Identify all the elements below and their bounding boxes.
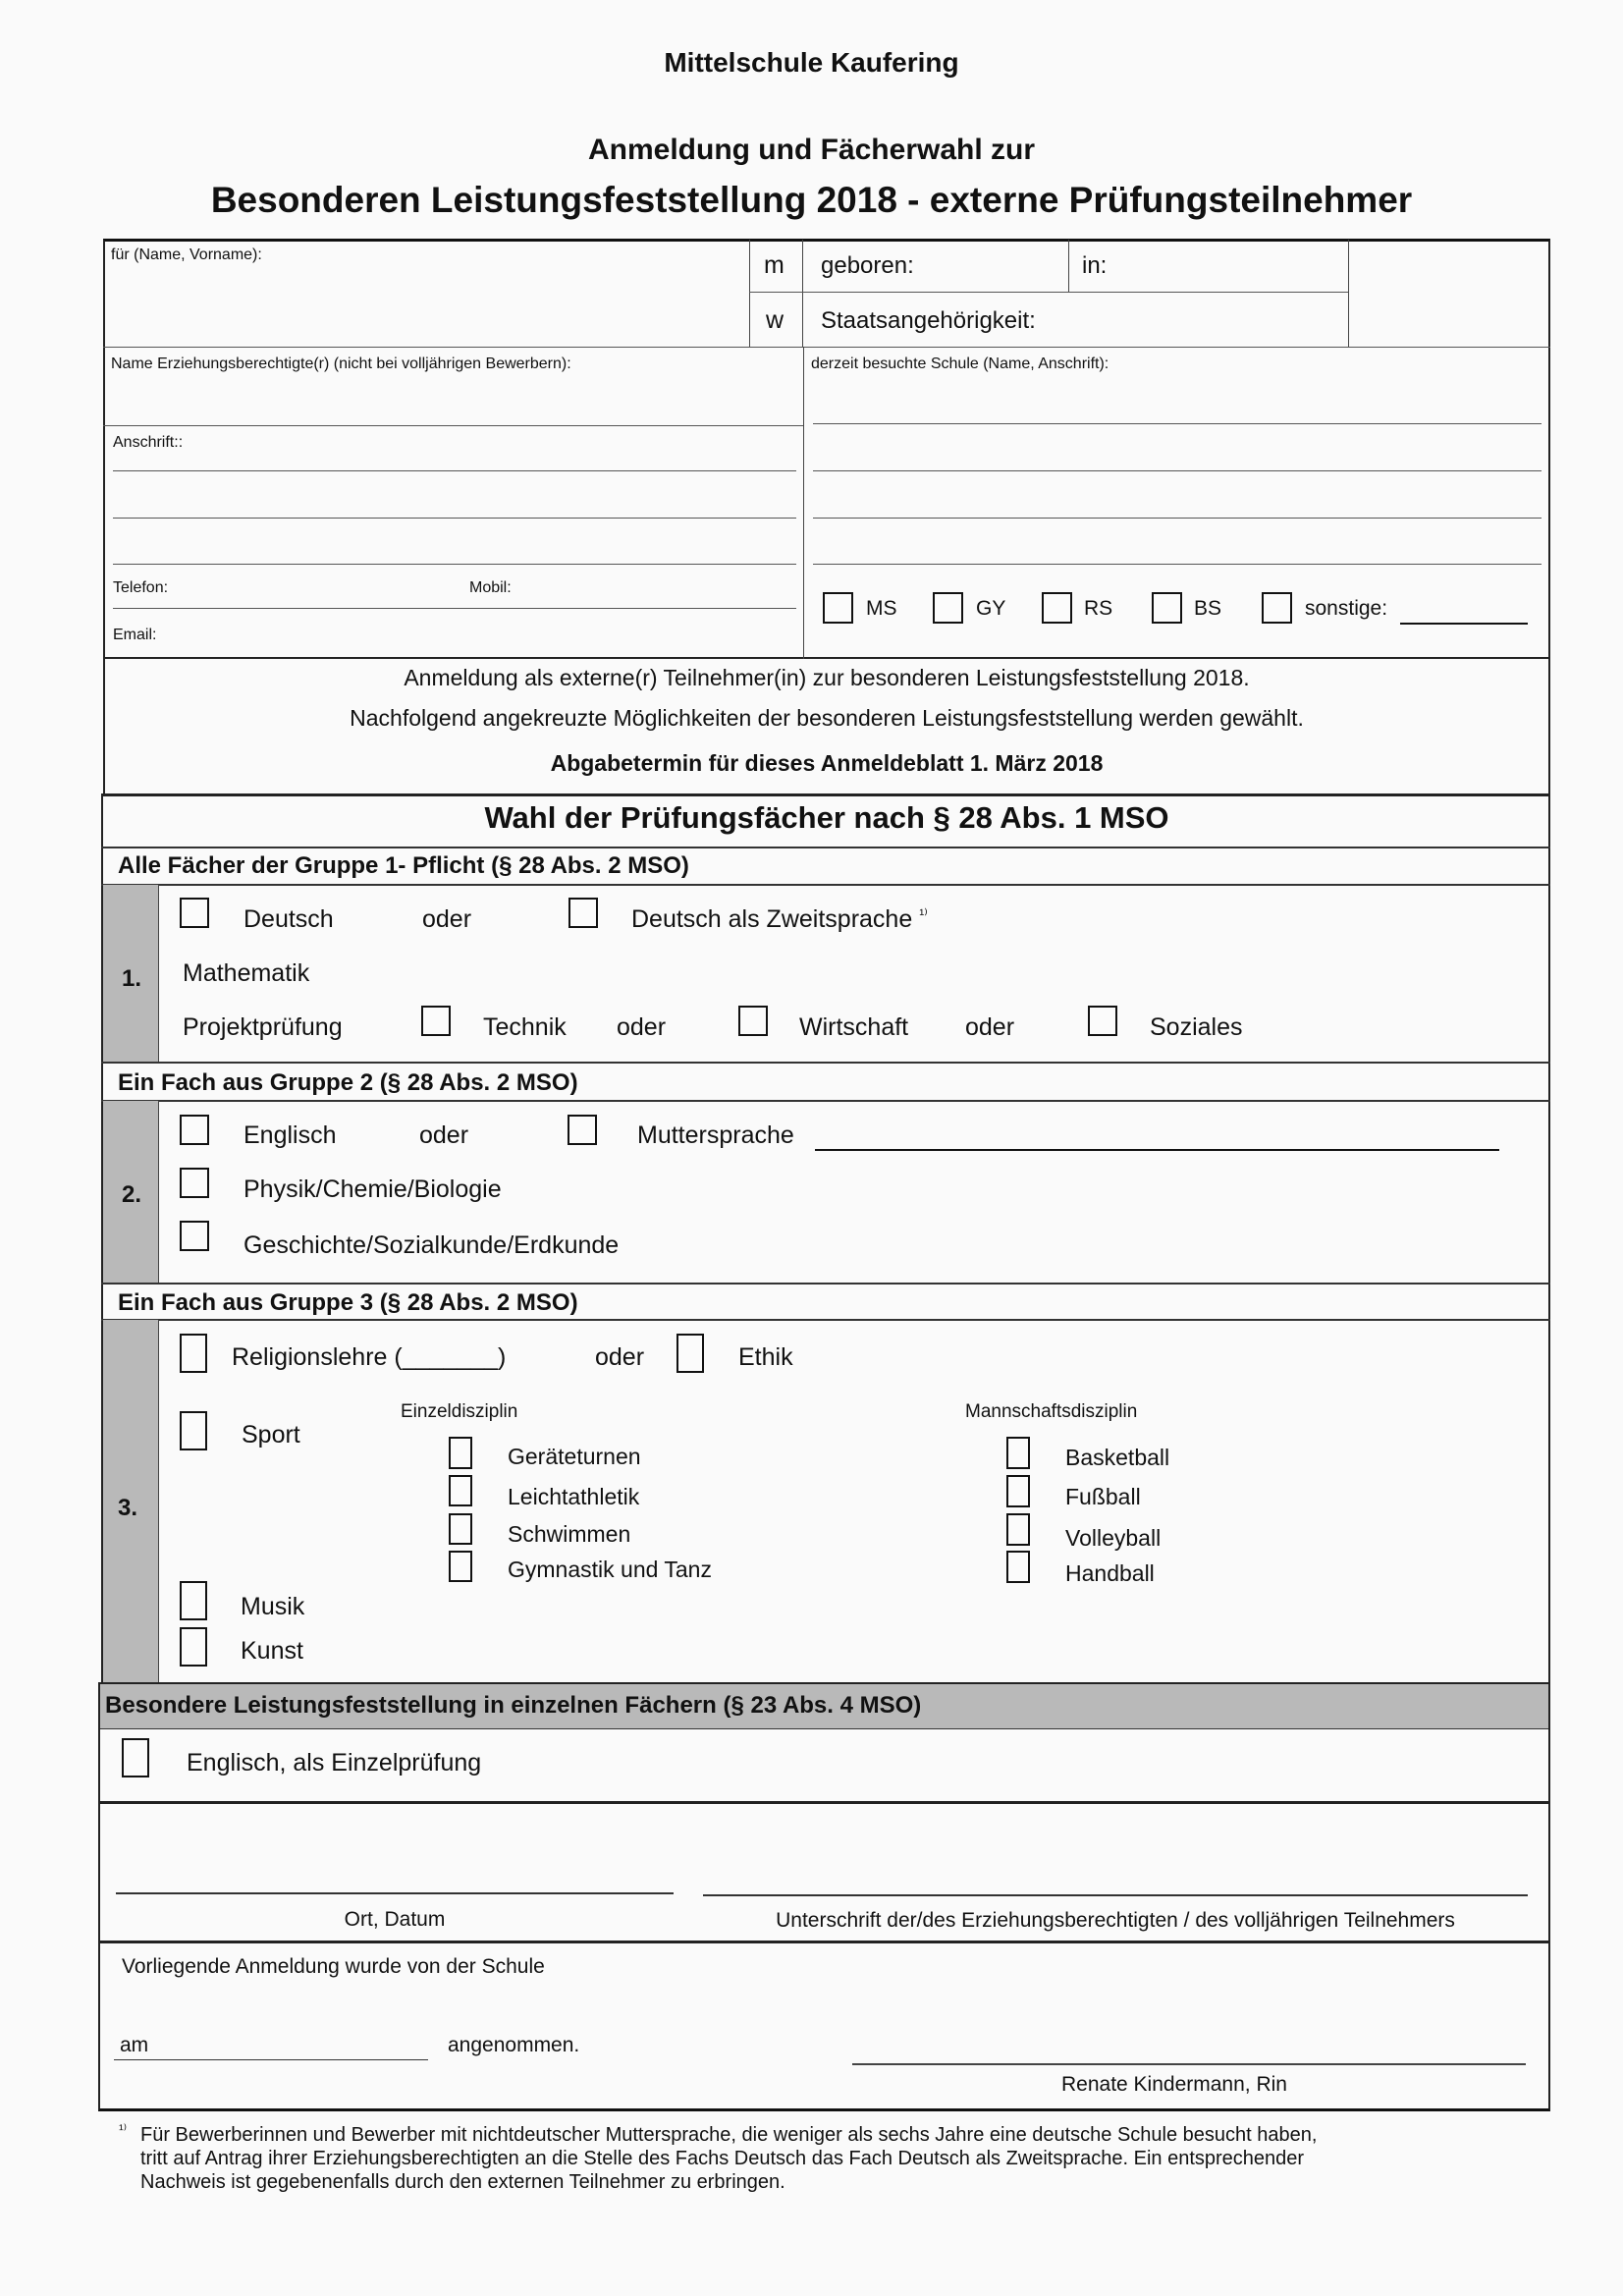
school-line-3 xyxy=(813,518,1542,519)
or-text: oder xyxy=(419,1121,469,1149)
wirtschaft-checkbox[interactable] xyxy=(738,1006,768,1036)
wirtschaft-label: Wirtschaft xyxy=(799,1013,909,1041)
divider xyxy=(802,240,803,348)
kunst-checkbox[interactable] xyxy=(180,1627,207,1667)
school-line-1 xyxy=(813,423,1542,424)
principal-signature-line xyxy=(852,2063,1526,2065)
gse-checkbox[interactable] xyxy=(180,1221,209,1251)
einzeldisziplin-label: Einzeldisziplin xyxy=(401,1401,518,1422)
form-title: Besonderen Leistungsfeststellung 2018 - externe Prüfungsteilnehmer xyxy=(210,180,1413,220)
sport-label: Sport xyxy=(242,1421,300,1449)
form-subtitle: Anmeldung und Fächerwahl zur xyxy=(587,134,1036,166)
englisch-einzelpruefung-label: Englisch, als Einzelprüfung xyxy=(187,1749,482,1777)
signature-line xyxy=(703,1894,1528,1896)
gse-label: Geschichte/Sozialkunde/Erdkunde xyxy=(243,1231,620,1259)
or-text: oder xyxy=(595,1343,645,1371)
geraeteturnen-label: Geräteturnen xyxy=(508,1444,641,1469)
school-line-2 xyxy=(813,470,1542,471)
muttersprache-input[interactable] xyxy=(815,1121,1499,1151)
soziales-label: Soziales xyxy=(1150,1013,1243,1041)
phone-line xyxy=(113,608,796,609)
selection-title: Wahl der Prüfungsfächer nach § 28 Abs. 1 MSO xyxy=(484,800,1169,835)
single-subject-heading: Besondere Leistungsfeststellung in einzelnen Fächern (§ 23 Abs. 4 MSO) xyxy=(105,1692,922,1719)
geraeteturnen-checkbox[interactable] xyxy=(449,1437,472,1469)
school-type-gy-checkbox[interactable] xyxy=(933,592,963,624)
gymnastik-tanz-checkbox[interactable] xyxy=(449,1551,472,1582)
divider xyxy=(98,1941,1550,1943)
deadline-text: Abgabetermin für dieses Anmeldeblatt 1. März 2018 xyxy=(550,750,1104,776)
or-text: oder xyxy=(965,1013,1015,1041)
kunst-label: Kunst xyxy=(241,1637,303,1665)
divider xyxy=(101,1283,1550,1285)
pcb-label: Physik/Chemie/Biologie xyxy=(243,1175,502,1203)
place-date-line xyxy=(116,1892,674,1894)
school-type-bs-label: BS xyxy=(1194,597,1222,620)
school-type-rs-checkbox[interactable] xyxy=(1042,592,1072,624)
leichtathletik-label: Leichtathletik xyxy=(508,1484,640,1509)
email-label: Email: xyxy=(113,627,157,643)
musik-checkbox[interactable] xyxy=(180,1581,207,1620)
nationality-label: Staatsangehörigkeit: xyxy=(821,307,1036,334)
gymnastik-tanz-label: Gymnastik und Tanz xyxy=(508,1557,712,1582)
address-line-3 xyxy=(113,564,796,565)
school-type-ms-checkbox[interactable] xyxy=(823,592,853,624)
technik-label: Technik xyxy=(483,1013,567,1041)
gender-w-option[interactable]: w xyxy=(766,306,784,334)
deutsch-zweitsprache-checkbox[interactable] xyxy=(568,898,598,928)
address-line-2 xyxy=(113,518,796,519)
guardian-input[interactable] xyxy=(111,383,792,422)
deutsch-checkbox[interactable] xyxy=(180,898,209,928)
technik-checkbox[interactable] xyxy=(421,1006,451,1036)
deutsch-zweitsprache-text: Deutsch als Zweitsprache xyxy=(631,905,913,933)
schwimmen-label: Schwimmen xyxy=(508,1521,631,1547)
englisch-einzelpruefung-checkbox[interactable] xyxy=(122,1738,149,1777)
muttersprache-label: Muttersprache xyxy=(637,1121,794,1149)
footnote-marker: ¹⁾ xyxy=(119,2121,128,2137)
name-label: für (Name, Vorname): xyxy=(111,246,262,263)
group1-number: 1. xyxy=(122,965,142,992)
principal-name: Renate Kindermann, Rin xyxy=(1061,2073,1287,2096)
intro-line-1: Anmeldung als externe(r) Teilnehmer(in) zur besonderen Leistungsfeststellung 2018. xyxy=(404,665,1250,690)
guardian-bottom-line xyxy=(103,425,803,426)
fussball-checkbox[interactable] xyxy=(1006,1475,1030,1507)
sport-checkbox[interactable] xyxy=(180,1411,207,1450)
mobile-label: Mobil: xyxy=(469,579,512,596)
guardian-label: Name Erziehungsberechtigte(r) (nicht bei volljährigen Bewerbern): xyxy=(111,355,571,372)
divider xyxy=(158,885,159,1062)
school-type-rs-label: RS xyxy=(1084,597,1113,620)
volleyball-label: Volleyball xyxy=(1065,1525,1162,1551)
divider xyxy=(101,847,1550,848)
group3-heading: Ein Fach aus Gruppe 3 (§ 28 Abs. 2 MSO) xyxy=(118,1289,578,1316)
place-date-label: Ort, Datum xyxy=(344,1908,446,1931)
born-label: geboren: xyxy=(821,252,914,279)
divider xyxy=(101,884,1550,886)
group2-heading: Ein Fach aus Gruppe 2 (§ 28 Abs. 2 MSO) xyxy=(118,1069,578,1096)
signer-label: Unterschrift der/des Erziehungsberechtigten / des volljährigen Teilnehmers xyxy=(776,1909,1455,1932)
divider xyxy=(749,240,750,348)
divider xyxy=(101,1100,1550,1102)
musik-label: Musik xyxy=(241,1593,305,1620)
religionslehre-label: Religionslehre (_______) xyxy=(232,1343,507,1371)
pcb-checkbox[interactable] xyxy=(180,1168,209,1198)
handball-checkbox[interactable] xyxy=(1006,1551,1030,1583)
school-use-text: Vorliegende Anmeldung wurde von der Schule xyxy=(122,1955,545,1978)
divider xyxy=(101,1319,1550,1321)
divider xyxy=(103,347,1550,348)
accepted-date-input[interactable] xyxy=(114,2031,428,2060)
footnote-line-3: Nachweis ist gegebenenfalls durch den externen Teilnehmer zu erbringen. xyxy=(140,2171,785,2193)
footnote-line-1: Für Bewerberinnen und Bewerber mit nichtdeutscher Muttersprache, die weniger als sechs Jahre eine deutsche Schule besucht haben, xyxy=(140,2124,1318,2146)
englisch-label: Englisch xyxy=(243,1121,337,1149)
group2-number: 2. xyxy=(122,1181,142,1208)
am-label: am xyxy=(120,2034,149,2056)
divider xyxy=(1068,240,1069,292)
basketball-checkbox[interactable] xyxy=(1006,1437,1030,1469)
fussball-label: Fußball xyxy=(1065,1484,1141,1509)
divider xyxy=(1348,240,1349,348)
basketball-label: Basketball xyxy=(1065,1445,1170,1470)
accepted-label: angenommen. xyxy=(448,2034,580,2056)
school-type-other-label: sonstige: xyxy=(1305,597,1388,620)
divider xyxy=(158,1101,159,1283)
address-line-1 xyxy=(113,470,796,471)
divider xyxy=(749,292,1348,293)
divider xyxy=(158,1320,159,1684)
name-input[interactable] xyxy=(111,285,743,326)
address-label: Anschrift:: xyxy=(113,434,184,451)
gender-m-option[interactable]: m xyxy=(764,251,784,279)
mannschaftsdisziplin-label: Mannschaftsdisziplin xyxy=(965,1401,1138,1422)
birthplace-label: in: xyxy=(1082,252,1108,279)
school-type-ms-label: MS xyxy=(866,597,897,620)
or-text: oder xyxy=(617,1013,667,1041)
school-name: Mittelschule Kaufering xyxy=(664,47,959,78)
school-type-bs-checkbox[interactable] xyxy=(1152,592,1182,624)
footnote-marker: ¹⁾ xyxy=(919,906,928,923)
divider xyxy=(101,1062,1550,1064)
phone-label: Telefon: xyxy=(113,579,169,596)
projektpruefung-label: Projektprüfung xyxy=(183,1013,343,1041)
soziales-checkbox[interactable] xyxy=(1088,1006,1117,1036)
current-school-label: derzeit besuchte Schule (Name, Anschrift): xyxy=(811,355,1109,372)
school-line-4 xyxy=(813,564,1542,565)
footnote-line-2: tritt auf Antrag ihrer Erziehungsberechtigten an die Stelle des Fachs Deutsch das Fach Deutsch als Zweitsprache. Ein entsprechender xyxy=(140,2148,1305,2169)
divider xyxy=(803,347,804,659)
divider xyxy=(98,1801,1550,1804)
school-type-gy-label: GY xyxy=(976,597,1006,620)
intro-line-2: Nachfolgend angekreuzte Möglichkeiten der besonderen Leistungsfeststellung werden gewählt. xyxy=(350,705,1304,731)
muttersprache-checkbox[interactable] xyxy=(568,1115,597,1145)
deutsch-zweitsprache-label xyxy=(631,905,928,934)
volleyball-checkbox[interactable] xyxy=(1006,1513,1030,1546)
school-type-other-input[interactable] xyxy=(1400,597,1528,625)
ethik-checkbox[interactable] xyxy=(676,1334,704,1373)
or-text: oder xyxy=(422,905,472,933)
handball-label: Handball xyxy=(1065,1560,1155,1586)
englisch-checkbox[interactable] xyxy=(180,1115,209,1145)
ethik-label: Ethik xyxy=(738,1343,793,1371)
school-type-other-checkbox[interactable] xyxy=(1262,592,1292,624)
religionslehre-checkbox[interactable] xyxy=(180,1334,207,1373)
schwimmen-checkbox[interactable] xyxy=(449,1513,472,1545)
deutsch-label: Deutsch xyxy=(243,905,334,933)
group3-number: 3. xyxy=(118,1495,138,1521)
leichtathletik-checkbox[interactable] xyxy=(449,1475,472,1506)
group1-heading: Alle Fächer der Gruppe 1- Pflicht (§ 28 Abs. 2 MSO) xyxy=(118,852,689,879)
mathematik-label: Mathematik xyxy=(183,959,310,987)
